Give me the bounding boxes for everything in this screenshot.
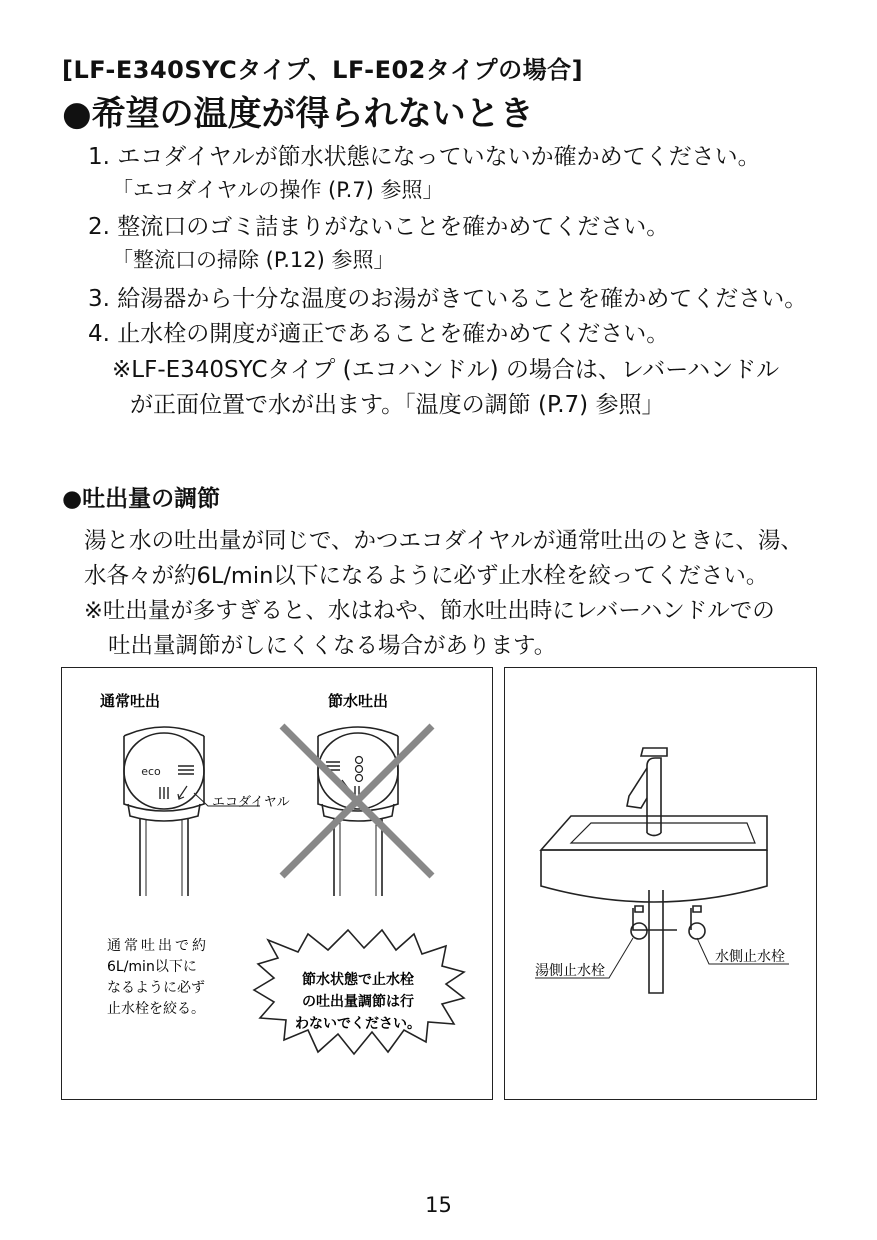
label-normal: 通常吐出 <box>99 692 161 710</box>
label-save: 節水吐出 <box>327 692 389 710</box>
warning-line-3: わないでください。 <box>295 1016 421 1032</box>
section-heading-flow: ●吐出量の調節 <box>62 486 221 512</box>
page-title: ●希望の温度が得られないとき <box>62 94 534 134</box>
step-1: 1. エコダイヤルが節水状態になっていないか確かめてください。 <box>88 144 761 170</box>
note-line-2: 6L/min以下に <box>107 959 197 975</box>
note-line-3: なるように必ず <box>107 980 205 996</box>
page-number: 15 <box>425 1193 452 1217</box>
step-4-note: ※LF-E340SYCタイプ (エコハンドル) の場合は、レバーハンドル <box>112 357 780 383</box>
faucet-normal-icon <box>124 727 260 896</box>
flow-text-3: ※吐出量が多すぎると、水はねや、節水吐出時にレバーハンドルでの <box>84 598 775 624</box>
prohibited-cross-icon <box>282 726 432 876</box>
step-4-note-cont: が正面位置で水が出ます。「温度の調節 (P.7) 参照」 <box>130 392 665 418</box>
note-line-1: 通常吐出で約 <box>107 938 209 954</box>
flow-text-4: 吐出量調節がしにくくなる場合があります。 <box>108 633 557 659</box>
faucet-save-icon <box>318 727 398 896</box>
warning-burst <box>254 930 464 1054</box>
page-subtitle: [LF-E340SYCタイプ、LF-E02タイプの場合] <box>62 56 584 84</box>
step-2: 2. 整流口のゴミ詰まりがないことを確かめてください。 <box>88 214 670 240</box>
note-line-4: 止水栓を絞る。 <box>107 1001 205 1017</box>
step-1-ref: 「エコダイヤルの操作 (P.7) 参照」 <box>112 178 444 202</box>
warning-line-2: の吐出量調節は行 <box>302 994 414 1010</box>
figure-eco-dial <box>61 667 493 1100</box>
figure-sink <box>504 667 817 1100</box>
eco-dial-illustration <box>62 668 494 1101</box>
step-3: 3. 給湯器から十分な温度のお湯がきていることを確かめてください。 <box>88 286 808 312</box>
hot-valve-label: 湯側止水栓 <box>535 963 605 979</box>
warning-line-1: 節水状態で止水栓 <box>302 972 414 988</box>
step-4: 4. 止水栓の開度が適正であることを確かめてください。 <box>88 321 670 347</box>
flow-text-1: 湯と水の吐出量が同じで、かつエコダイヤルが通常吐出のときに、湯、 <box>84 528 803 554</box>
dial-label: エコダイヤル <box>212 795 290 810</box>
sink-illustration <box>505 668 818 1101</box>
flow-text-2: 水各々が約6L/min以下になるように必ず止水栓を絞ってください。 <box>84 563 769 589</box>
svg-text:eco: eco <box>141 765 161 778</box>
cold-valve-label: 水側止水栓 <box>715 949 785 965</box>
step-2-ref: 「整流口の掃除 (P.12) 参照」 <box>112 248 395 272</box>
